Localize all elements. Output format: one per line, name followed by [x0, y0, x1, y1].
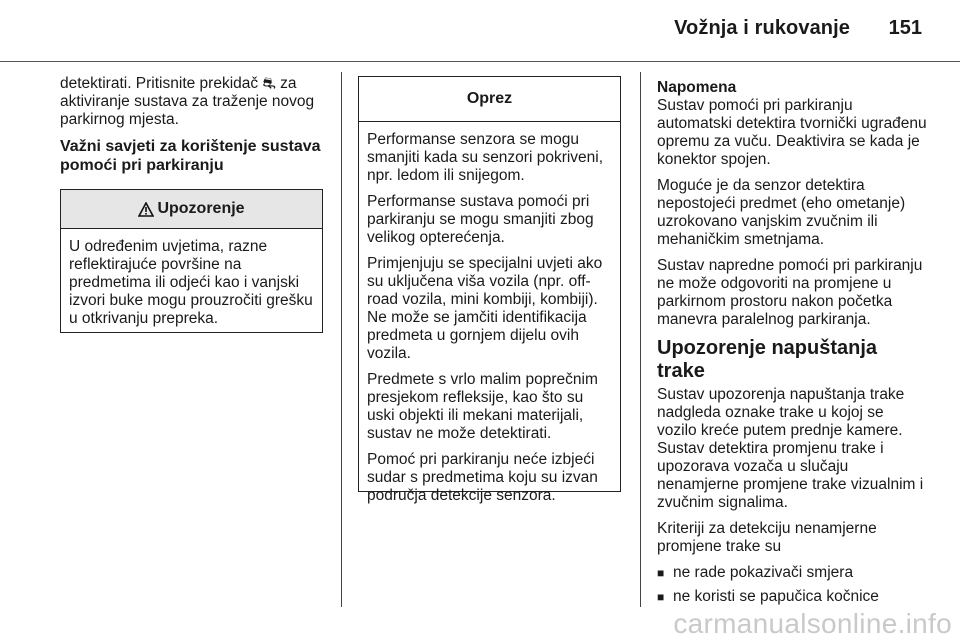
watermark: carmanualsonline.info: [673, 608, 952, 639]
bullet-square-icon: ■: [657, 590, 665, 604]
chapter-title: Vožnja i rukovanje: [674, 17, 850, 39]
list-item: [657, 588, 927, 606]
body-paragraph: Kriteriji za detekciju nenamjerne promjene trake su: [657, 520, 877, 555]
section-heading: Važni savjeti za korištenje sustava pomoći pri parkiranju: [60, 138, 321, 174]
column-divider-right: [640, 72, 641, 607]
caution-box-title: Oprez: [466, 90, 513, 107]
bullet-square-icon: ■: [657, 566, 665, 580]
caution-paragraph: Performanse sustava pomoći pri parkiranju se mogu smanjiti zbog velikog opterećenja.: [367, 193, 594, 246]
note-paragraph: Moguće je da senzor detektira nepostojeći predmet (eho ometanje) uzrokovano vanjskim zvučnim ili mehaničkim smetnjama.: [657, 177, 906, 248]
note-label: Napomena: [657, 79, 737, 96]
page-number: 151: [888, 17, 922, 39]
body-paragraph: Sustav upozorenja napuštanja trake nadgleda oznake trake u kojoj se vozilo kreće putem prednje kamere. Sustav detektira promjenu trake i upozorava vozača u slučaju nenamjerne promjene trake vizualnim i zvučnim signalima.: [657, 386, 924, 511]
lane-departure-heading: Upozorenje napuštanja trake: [657, 337, 878, 382]
column-right: [657, 79, 927, 606]
column-left: [60, 75, 332, 175]
intro-paragraph: detektirati. Pritisnite prekidač ⛐ za aktiviranje sustava za traženje novog parkirnog mjesta.: [60, 75, 315, 128]
header-divider: [0, 61, 960, 62]
note-paragraph: Sustav pomoći pri parkiranju automatski detektira tvornički ugrađenu opremu za vuču. Deaktivira se kada je konektor spojen.: [657, 97, 927, 168]
column-divider-left: [341, 72, 342, 607]
list-item-text: ne koristi se papučica kočnice: [673, 588, 879, 605]
caution-paragraph: Predmete s vrlo malim poprečnim presjekom refleksije, kao što su uski objekti ili mekani materijali, sustav ne može detektirati.: [367, 371, 598, 442]
caution-paragraph: Pomoć pri parkiranju neće izbjeći sudar s predmetima koju su izvan područja detekcije senzora.: [367, 451, 598, 504]
warning-box: [60, 189, 323, 333]
warning-box-text: U određenim uvjetima, razne reflektirajuće površine na predmetima ili odjeći kao i vanjski izvori buke mogu prouzročiti grešku u otkrivanju prepreka.: [69, 238, 313, 327]
caution-paragraph: Performanse senzora se mogu smanjiti kada su senzori pokriveni, npr. ledom ili snijegom.: [367, 131, 604, 184]
warning-box-header: [61, 190, 322, 229]
caution-paragraph: Primjenjuju se specijalni uvjeti ako su uključena viša vozila (npr. off-road vozila, mini kombiji, kombiji). Ne može se jamčiti identifikacija predmeta u gornjem dijelu ovih vozila.: [367, 255, 603, 362]
caution-box-header: [359, 77, 620, 122]
list-item-text: ne rade pokazivači smjera: [673, 564, 854, 581]
list-item: [657, 564, 927, 582]
caution-box: [358, 76, 621, 504]
warning-triangle-icon: [138, 202, 154, 217]
note-paragraph: Sustav napredne pomoći pri parkiranju ne može odgovoriti na promjene u parkirnom prostoru nakon početka manevra paralelnog parkiranja.: [657, 257, 923, 328]
warning-box-title: Upozorenje: [157, 200, 245, 217]
